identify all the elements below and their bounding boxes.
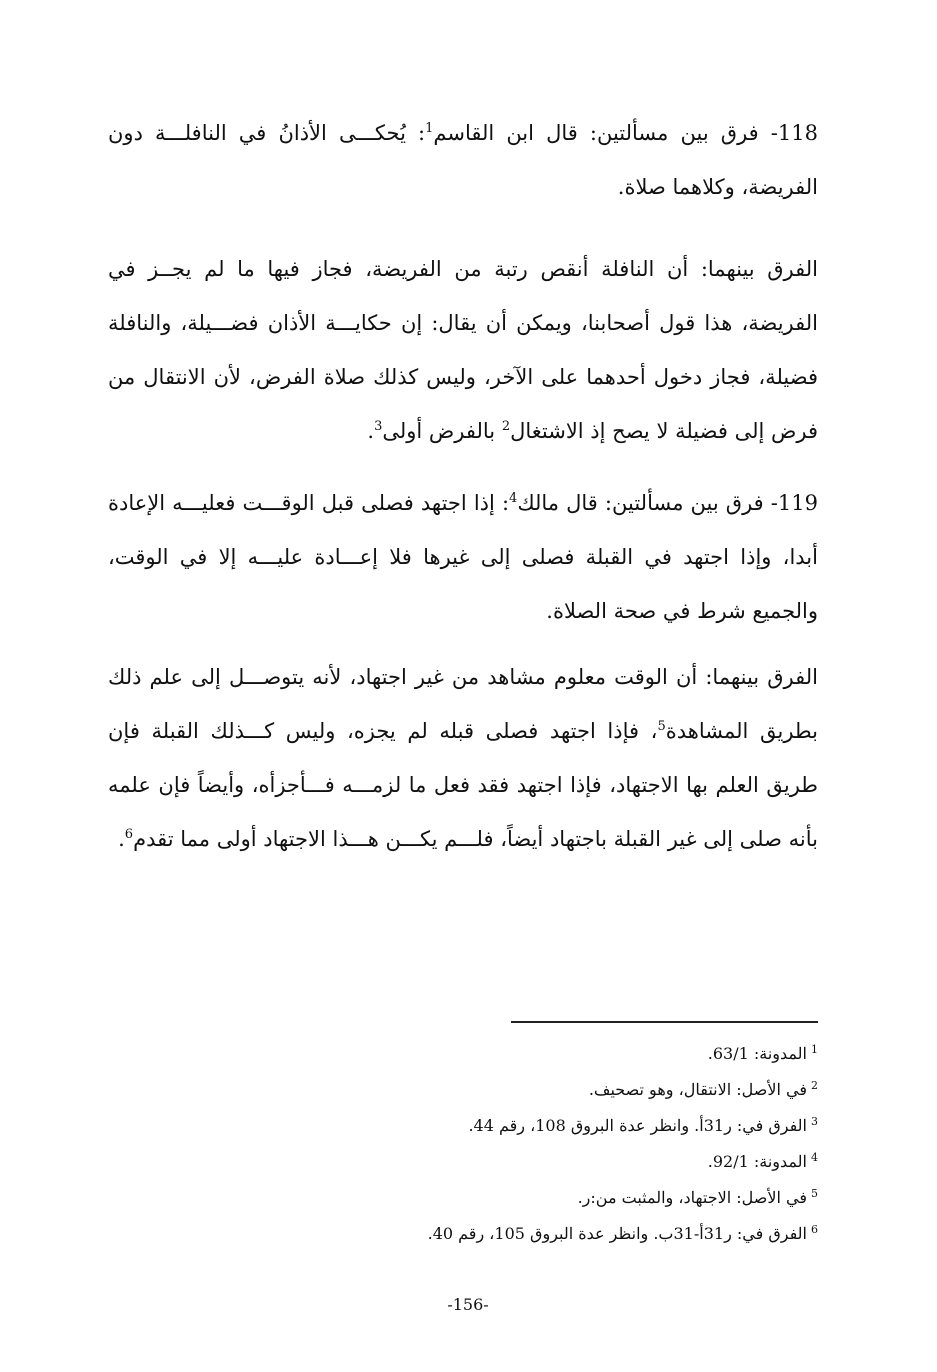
footnote-ref: 6	[124, 827, 134, 842]
paragraph-text: .	[367, 419, 375, 443]
footnote-ref: 4	[509, 491, 518, 506]
paragraph-118	[108, 106, 818, 214]
footnote-item	[300, 1216, 818, 1252]
footnote-text: في الأصل: الاجتهاد، والمثبت من:ر.	[577, 1188, 807, 1207]
paragraph-text: : إذا اجتهد فصلى قبل الوقـــت فعليـــه الإعادة أبدا، وإذا اجتهد في القبلة فصلى إلى غيرها فلا إعـــادة عليـــه إلا في الوقت، والجميع شرط في صحة الصلاة.	[108, 491, 818, 623]
footnote-item	[300, 1144, 818, 1180]
footnote-text: الفرق في: ر31أ-31ب. وانظر عدة البروق 105، رقم 40.	[427, 1224, 807, 1243]
paragraph-text: 119- فرق بين مسألتين: قال مالك	[517, 491, 818, 515]
footnote-number: 1	[811, 1042, 818, 1056]
paragraph-119-explanation	[108, 650, 818, 866]
footnote-item	[300, 1180, 818, 1216]
footnote-item	[300, 1108, 818, 1144]
footnote-item	[300, 1036, 818, 1072]
footnote-number: 2	[811, 1078, 818, 1092]
paragraph-text: 118- فرق بين مسألتين: قال ابن القاسم	[433, 121, 818, 145]
footnote-ref: 2	[501, 419, 511, 434]
page-number: -156-	[447, 1295, 489, 1314]
paragraph-text: .	[118, 827, 125, 851]
footnotes	[300, 1036, 818, 1252]
footnote-number: 4	[811, 1150, 818, 1164]
footnote-text: الفرق في: ر31أ. وانظر عدة البروق 108، رقم 44.	[468, 1116, 807, 1135]
paragraph-118-explanation	[108, 242, 818, 458]
footnote-number: 3	[811, 1114, 818, 1128]
footnote-text: المدونة: 92/1.	[707, 1152, 807, 1171]
paragraph-text: ، فإذا اجتهد فصلى قبله لم يجزه، وليس كـــذلك القبلة فإن طريق العلم بها الاجتهاد، فإذا اجتهد فقد فعل ما لزمـــه فـــأجزأه، وأيضاً فإن علمه بأنه صلى إلى غير القبلة باجتهاد أيضاً، فلـــم يكـــن هـــذا الاجتهاد أولى مما تقدم	[108, 719, 818, 851]
paragraph-text: : يُحكـــى الأذانُ في النافلـــة دون الفريضة، وكلاهما صلاة.	[108, 121, 818, 199]
paragraph-119	[108, 476, 818, 638]
footnote-ref: 3	[374, 419, 383, 434]
footnote-text: المدونة: 63/1.	[707, 1044, 807, 1063]
footnote-ref: 1	[425, 121, 434, 136]
footnote-text: في الأصل: الانتقال، وهو تصحيف.	[588, 1080, 807, 1099]
paragraph-text: بالفرض أولى	[382, 419, 502, 443]
paragraph-text: الفرق بينهما: أن النافلة أنقص رتبة من الفريضة، فجاز فيها ما لم يجــز في الفريضة، هذا قول أصحابنا، ويمكن أن يقال: إن حكايـــة الأذان فضـــيلة، والنافلة فضيلة، فجاز دخول أحدهما على الآخر، وليس كذلك صلاة الفرض، لأن الانتقال من فرض إلى فضيلة لا يصح إذ الاشتغال	[108, 257, 818, 443]
footnote-number: 6	[811, 1222, 818, 1236]
footnote-number: 5	[811, 1186, 818, 1200]
footnote-item	[300, 1072, 818, 1108]
footnote-ref: 5	[657, 719, 666, 734]
paragraph-text: الفرق بينهما: أن الوقت معلوم مشاهد من غير اجتهاد، لأنه يتوصـــل إلى علم ذلك بطريق المشاهدة	[108, 665, 818, 743]
footnote-separator	[511, 1021, 818, 1023]
